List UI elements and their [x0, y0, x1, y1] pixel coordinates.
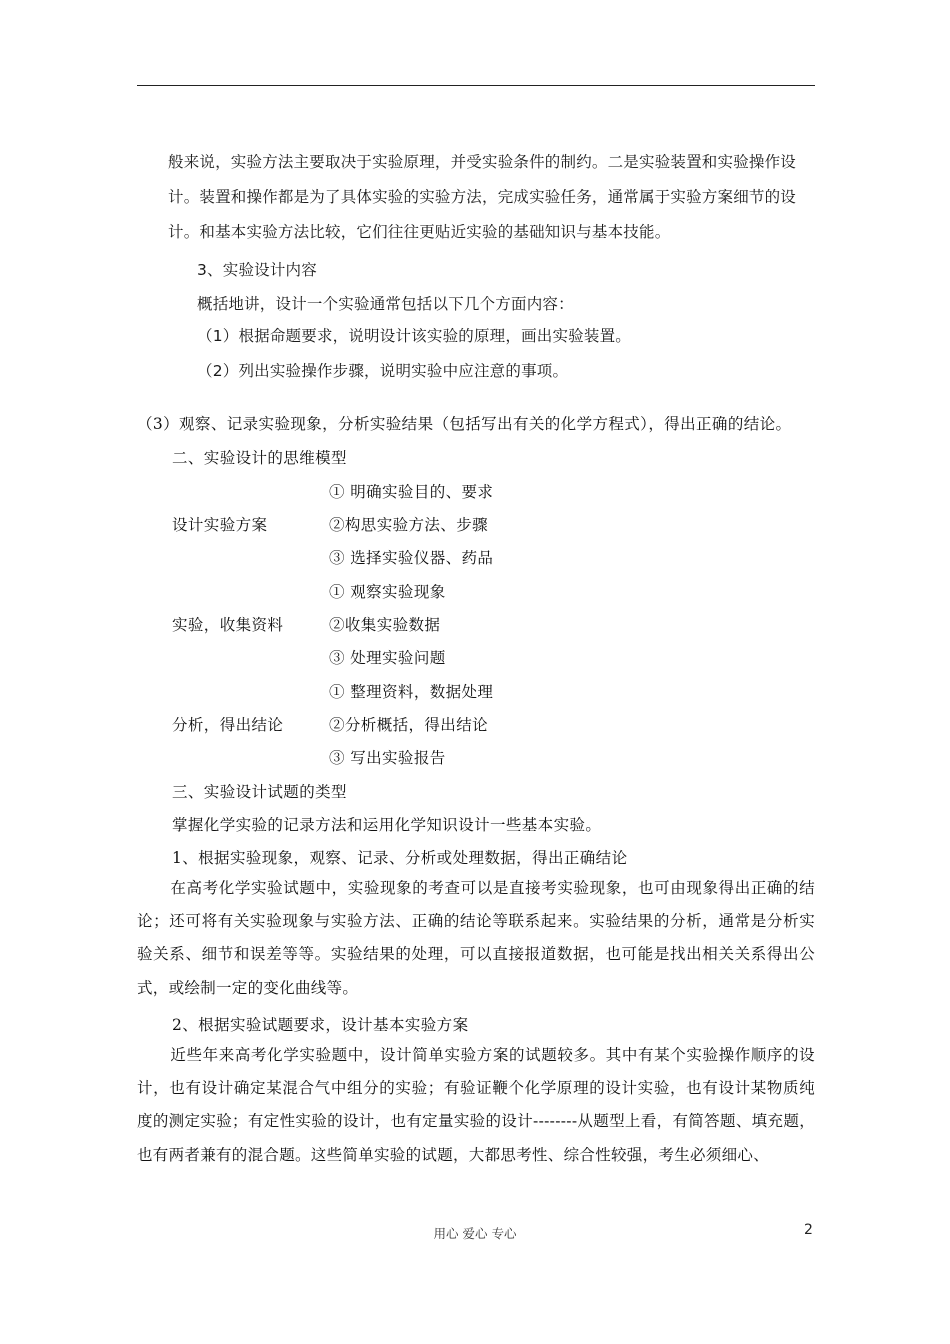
model-label-analysis: 分析，得出结论 [172, 716, 284, 734]
model-step: ②分析概括，得出结论 [329, 716, 489, 734]
header-rule [137, 85, 815, 86]
subsection-1-title: 1、根据实验现象，观察、记录、分析或处理数据，得出正确结论 [172, 849, 628, 867]
scan-line-3: 计。和基本实验方法比较，它们往往更贴近实验的基础知识与基本技能。 [168, 223, 671, 241]
model-step: ②收集实验数据 [329, 616, 441, 634]
subsection-1-text: 在高考化学实验试题中，实验现象的考查可以是直接考实验现象，也可由现象得出正确的结论；还可将有关实验现象与实验方法、正确的结论等联系起来。实验结果的分析，通常是分析实验关系、细节和误差等等。实验结果的处理，可以直接报道数据，也可能是找出相关关系得出公式，或绘制一定的变化曲线等。 [137, 879, 815, 997]
model-step: ③ 选择实验仪器、药品 [329, 549, 494, 567]
model-label-design: 设计实验方案 [172, 516, 268, 534]
subsection-2-title: 2、根据实验试题要求，设计基本实验方案 [172, 1016, 469, 1034]
model-step: ③ 写出实验报告 [329, 749, 446, 767]
subsection-2-text: 近些年来高考化学实验题中，设计简单实验方案的试题较多。其中有某个实验操作顺序的设计，也有设计确定某混合气中组分的实验；有验证鞭个化学原理的设计实验，也有设计某物质纯度的测定实验；有定性实验的设计，也有定量实验的设计--------从题型上看，有简答题、填充题，也有两者兼有的混合题。这些简单实验的试题，大都思考性、综合性较强，考生必须细心、 [137, 1046, 815, 1164]
page-number: 2 [804, 1222, 813, 1238]
model-step: ③ 处理实验问题 [329, 649, 446, 667]
scan-line-1: 般来说，实验方法主要取决于实验原理，并受实验条件的制约。二是实验装置和实验操作设 [168, 153, 797, 171]
scan-item-1: （1）根据命题要求，说明设计该实验的原理，画出实验装置。 [197, 327, 631, 345]
section-3-title: 三、实验设计试题的类型 [172, 783, 347, 801]
footer-motto: 用心 爱心 专心 [433, 1226, 517, 1241]
section-3-intro: 掌握化学实验的记录方法和运用化学知识设计一些基本实验。 [172, 816, 602, 834]
scan-heading-3: 3、实验设计内容 [197, 261, 317, 279]
model-step: ②构思实验方法、步骤 [329, 516, 489, 534]
section-2-title: 二、实验设计的思维模型 [172, 449, 347, 467]
subsection-2-body [137, 1039, 815, 1172]
item-3: （3）观察、记录实验现象，分析实验结果（包括写出有关的化学方程式），得出正确的结论。 [137, 415, 792, 433]
model-step: ① 整理资料，数据处理 [329, 683, 494, 701]
model-label-experiment: 实验，收集资料 [172, 616, 284, 634]
scan-line-2: 计。装置和操作都是为了具体实验的实验方法，完成实验任务，通常属于实验方案细节的设 [168, 188, 797, 206]
scan-intro: 概括地讲，设计一个实验通常包括以下几个方面内容： [197, 295, 574, 313]
model-step: ① 观察实验现象 [329, 583, 446, 601]
scan-item-2: （2）列出实验操作步骤，说明实验中应注意的事项。 [197, 362, 569, 380]
model-step: ① 明确实验目的、要求 [329, 483, 494, 501]
subsection-1-body [137, 872, 815, 1005]
